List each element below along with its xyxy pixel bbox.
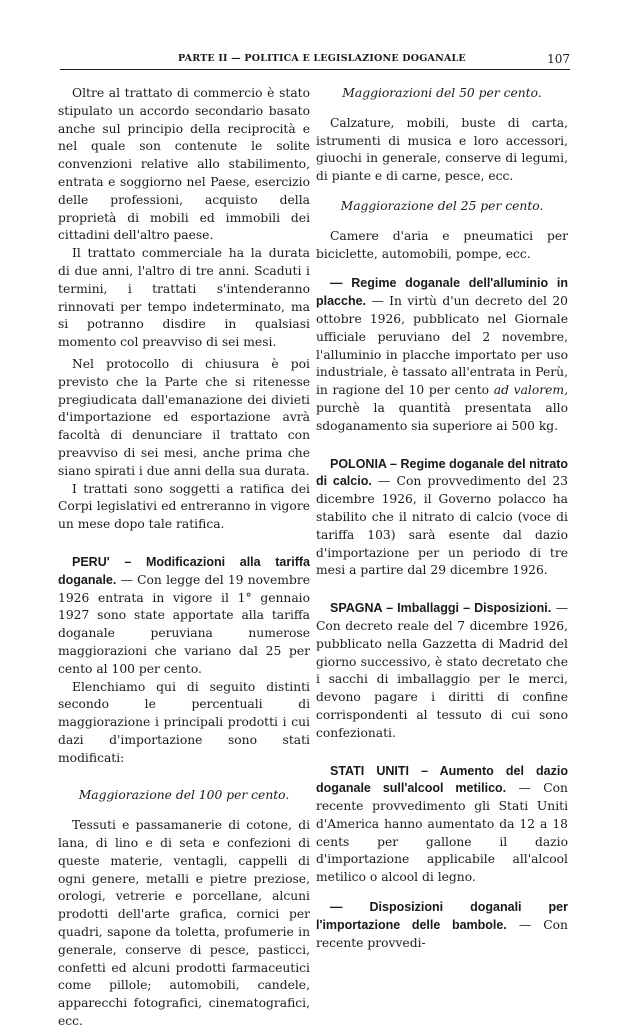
section-aluminium [316, 275, 568, 435]
section-text: — Con recente provvedimento gli Stati Uniti d'America hanno aumentato da 12 a 18 cents per gallone il dazio d'importazione applicabile all'alcool metilico o alcool di legno. [316, 781, 568, 885]
paragraph: Il trattato commerciale ha la durata di due anni, l'altro di tre anni. Scaduti i termini, i trattati s'intenderanno rinnovati per tempo indeterminato, ma si potranno disdire in qualsiasi momento col preavviso di sei mesi. [58, 246, 310, 350]
section-heading: STATI UNITI – Aumento del dazio doganale sull'alcool metilico. [316, 763, 568, 796]
paragraph: Tessuti e passamanerie di cotone, di lana, di lino e di seta e confezioni di queste materie, ventagli, cappelli di ogni genere, metalli e pietre preziose, orologi, vetrerie e porcellane, alcuni prodotti dell'arte grafica, cornici per quadri, sapone da toletta, profumerie in generale, conserve di pesce, pasticci, confetti ed alcuni prodotti farmaceutici come pillole; automobili, candele, apparecchi fotografici, cinematografici, ecc. [58, 818, 310, 1029]
paragraph: Nel protocollo di chiusura è poi previsto che la Parte che si ritenesse pregiudicata dall'emanazione dei divieti d'importazione ed esportazione avrà facoltà di denunciare il trattato con preavviso di sei mesi, anche prima che siano spirati i due anni della sua durata. [58, 356, 310, 478]
paragraph: Elenchiamo qui di seguito distinti secondo le percentuali di maggiorazione i principali prodotti i cui dazi d'importazione sono stati modificati: [58, 679, 310, 765]
section-text-italic: ad valorem, [493, 383, 568, 398]
paragraph: I trattati sono soggetti a ratifica dei Corpi legislativi ed entreranno in vigore un mese dopo tale ratifica. [58, 481, 310, 532]
subheading: Maggiorazioni del 50 per cento. [342, 86, 542, 100]
section-spagna [316, 600, 568, 742]
section-peru [58, 554, 310, 679]
paragraph: Camere d'aria e pneumatici per biciclette, automobili, pompe, ecc. [316, 228, 568, 261]
section-text: — Con recente provvedi- [316, 917, 568, 950]
paragraph: Oltre al trattato di commercio è stato stipulato un accordo secondario basato anche sul principio della reciprocità e nel quale son contenute le solite convenzioni relative allo stabilimento, entrata e soggiorno nel Paese, esercizio delle professioni, acquisto della proprietà di mobili ed immobili dei cittadini dell'altro paese. [58, 86, 310, 243]
section-text: — Con decreto reale del 7 dicembre 1926, pubblicato nella Gazzetta di Madrid del giorno successivo, è stato decretato che i sacchi di imballaggio per le merci, devono pagare i diritti di confine corrispondenti al tessuto di cui sono confezionati. [316, 601, 568, 740]
section-heading: PERU' – Modificazioni alla tariffa doganale. [58, 554, 310, 587]
section-heading: — Regime doganale dell'alluminio in placche. [316, 276, 568, 309]
subheading: Maggiorazione del 25 per cento. [340, 198, 544, 213]
running-head [58, 52, 570, 70]
section-heading: SPAGNA – Imballaggi – Disposizioni. [330, 601, 552, 616]
section-text: — Con legge del 19 novembre 1926 entrata in vigore il 1° gennaio 1927 sono state apportate alla tariffa doganale peruviana numerose maggiorazioni che variano dal 25 per cento al 100 per cento. [58, 572, 310, 676]
subheading: Maggiorazione del 100 per cento. [78, 788, 290, 803]
header-rule [60, 69, 570, 70]
right-column [316, 85, 568, 952]
section-heading: POLONIA – Regime doganale del nitrato di calcio. [316, 456, 568, 489]
section-text: purchè la quantità presentata allo sdoganamento sia superiore ai 500 kg. [316, 400, 568, 433]
page-number: 107 [547, 52, 570, 66]
section-bambole [316, 899, 568, 952]
section-stati-uniti [316, 763, 568, 888]
section-heading: — Disposizioni doganali per l'importazione delle bambole. [316, 900, 568, 932]
paragraph: Calzature, mobili, buste di carta, istrumenti di musica e loro accessori, giuochi in generale, conserve di legumi, di piante e di carne, pesce, ecc. [316, 115, 568, 184]
section-polonia [316, 456, 568, 581]
section-text: — Con provvedimento del 23 dicembre 1926, il Governo polacco ha stabilito che il nitrato di calcio (voce di tariffa 103) sarà esente dal dazio d'importazione per un periodo di tre mesi a partire dal 29 dicembre 1926. [316, 474, 568, 578]
section-text: — In virtù d'un decreto del 20 ottobre 1926, pubblicato nel Giornale ufficiale peruviano del 2 novembre, l'alluminio in placche importato per uso industriale, è tassato all'entrata in Perù, in ragione del 10 per cento [316, 294, 568, 398]
left-column [58, 85, 310, 1031]
running-head-title: PARTE II — POLITICA E LEGISLAZIONE DOGANALE [178, 53, 466, 64]
